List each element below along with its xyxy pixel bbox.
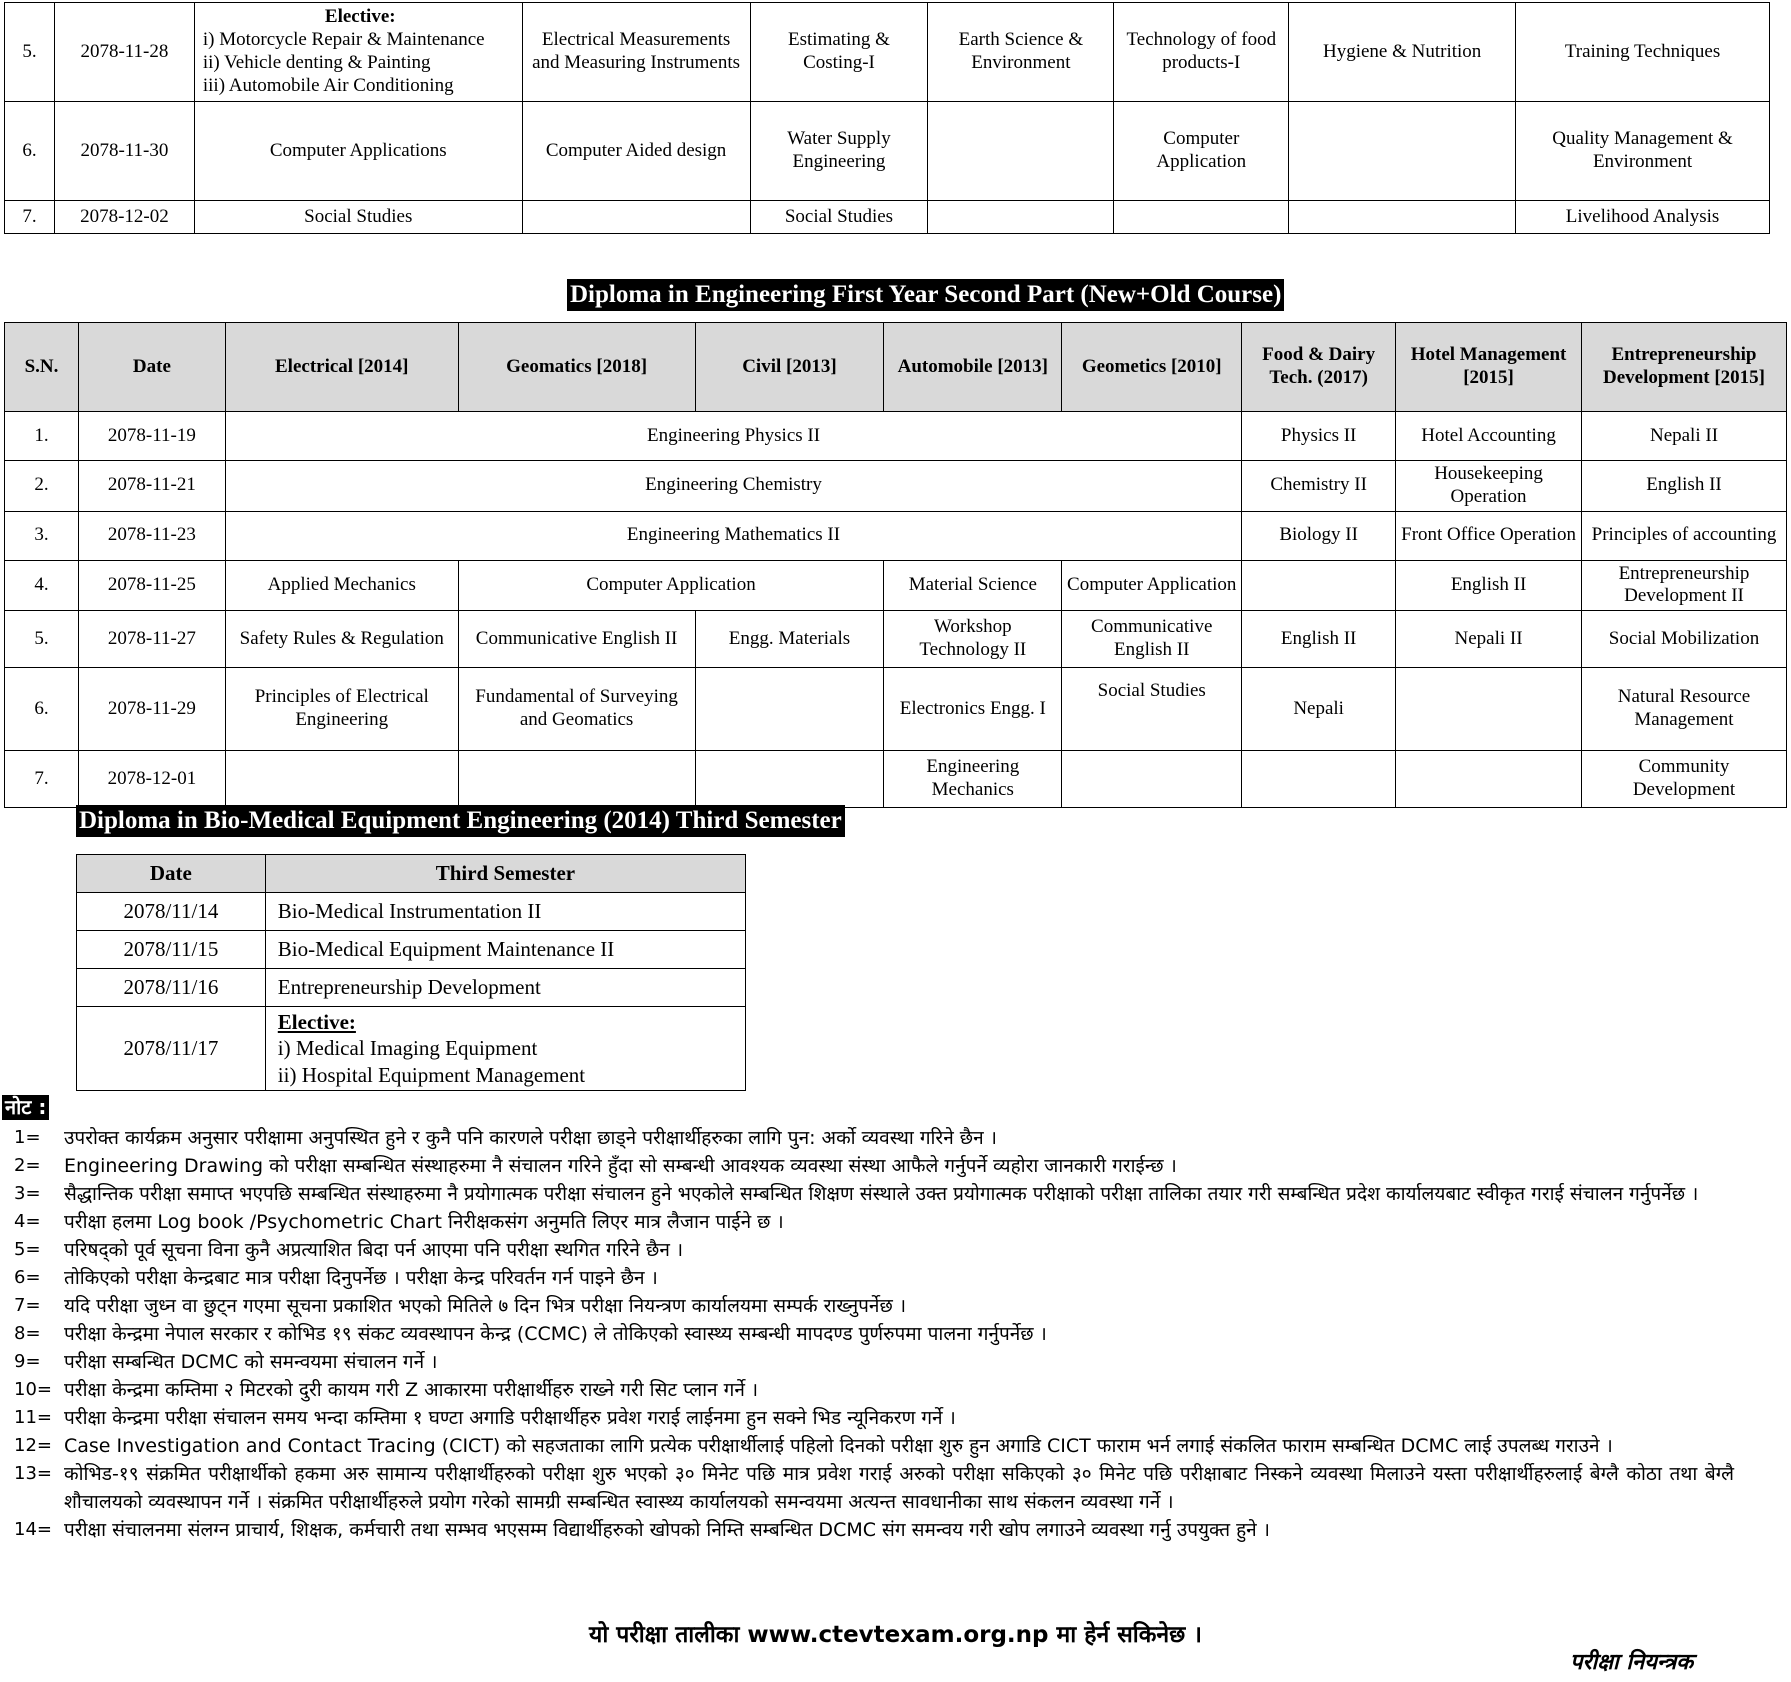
note-number: 7= <box>14 1295 41 1316</box>
note-item <box>0 1208 1760 1236</box>
subject-cell: Engg. Materials <box>695 611 884 668</box>
website-notice: यो परीक्षा तालीका www.ctevtexam.org.np मा हेर्न सकिनेछ । <box>589 1622 1202 1648</box>
note-number: 2= <box>14 1155 41 1176</box>
subject-cell: Biology II <box>1242 511 1396 560</box>
note-text: यदि परीक्षा जुध्न वा छुट्न गएमा सूचना प्रकाशित भएको मितिले ७ दिन भित्र परीक्षा नियन्त्रण कार्यालयमा सम्पर्क राख्नुपर्नेछ । <box>64 1295 907 1317</box>
column-header: S.N. <box>5 323 79 412</box>
elective-title: Elective: <box>324 6 396 28</box>
date-cell: 2078-11-29 <box>78 668 225 751</box>
sn-cell: 6. <box>5 102 55 201</box>
table-row <box>5 412 1787 461</box>
table-row <box>5 102 1770 201</box>
subject-cell: Safety Rules & Regulation <box>225 611 458 668</box>
column-header: Food & Dairy Tech. (2017) <box>1242 323 1396 412</box>
note-item <box>0 1180 1760 1208</box>
subject-cell: Physics II <box>1242 412 1396 461</box>
table-row <box>77 931 746 969</box>
date-cell: 2078/11/16 <box>77 969 266 1007</box>
note-number: 1= <box>14 1127 41 1148</box>
subject-cell: Earth Science & Environment <box>928 3 1114 102</box>
column-header: Geometics [2010] <box>1062 323 1242 412</box>
sn-cell: 4. <box>5 560 79 611</box>
note-item <box>0 1404 1760 1432</box>
note-text: परीक्षा हलमा Log book /Psychometric Chart निरीक्षकसंग अनुमति लिएर मात्र लैजान पाईने छ । <box>64 1211 784 1233</box>
subject-cell: Communicative English II <box>458 611 695 668</box>
table-row <box>5 511 1787 560</box>
subject-cell: Computer Application <box>458 560 884 611</box>
note-item <box>0 1516 1760 1544</box>
sn-cell: 2. <box>5 461 79 512</box>
notes-label: नोट : <box>2 1095 49 1120</box>
sn-cell: 6. <box>5 668 79 751</box>
note-number: 9= <box>14 1351 41 1372</box>
subject-cell: Social Studies <box>750 201 928 234</box>
subject-cell <box>1289 102 1516 201</box>
note-number: 11= <box>14 1407 52 1428</box>
subject-cell: Nepali II <box>1396 611 1582 668</box>
elective-item: i) Motorcycle Repair & Maintenance <box>202 29 485 51</box>
signature: परीक्षा नियन्त्रक <box>1570 1650 1694 1675</box>
table-row <box>5 201 1770 234</box>
subject-cell: Social Studies <box>1062 668 1242 751</box>
table-row <box>77 893 746 931</box>
sn-cell: 3. <box>5 511 79 560</box>
common-subject-cell: Engineering Chemistry <box>225 461 1241 512</box>
section-title-engineering: Diploma in Engineering First Year Second Part (New+Old Course) <box>567 279 1284 311</box>
subject-cell: Electrical Measurements and Measuring Instruments <box>522 3 750 102</box>
subject-cell <box>1242 751 1396 808</box>
subject-cell: English II <box>1396 560 1582 611</box>
table-row <box>77 969 746 1007</box>
sn-cell: 7. <box>5 751 79 808</box>
date-cell: 2078-11-21 <box>78 461 225 512</box>
date-cell: 2078-11-25 <box>78 560 225 611</box>
note-item <box>0 1376 1760 1404</box>
common-subject-cell: Engineering Physics II <box>225 412 1241 461</box>
note-item <box>0 1236 1760 1264</box>
elective-item: ii) Hospital Equipment Management <box>277 1062 586 1087</box>
subject-cell <box>1242 560 1396 611</box>
date-cell: 2078-12-01 <box>78 751 225 808</box>
note-item <box>0 1348 1760 1376</box>
subject-cell <box>928 201 1114 234</box>
subject-cell: Front Office Operation <box>1396 511 1582 560</box>
subject-cell: Housekeeping Operation <box>1396 461 1582 512</box>
subject-cell: Nepali <box>1242 668 1396 751</box>
subject-cell: Material Science <box>884 560 1062 611</box>
subject-cell: Social Mobilization <box>1582 611 1787 668</box>
note-number: 4= <box>14 1211 41 1232</box>
common-subject-cell: Engineering Mathematics II <box>225 511 1241 560</box>
elective-item: ii) Vehicle denting & Painting <box>202 52 431 73</box>
subject-cell: Workshop Technology II <box>884 611 1062 668</box>
column-header: Hotel Management [2015] <box>1396 323 1582 412</box>
subject-cell: English II <box>1582 461 1787 512</box>
date-cell: 2078/11/14 <box>77 893 266 931</box>
biomedical-schedule-table <box>76 854 746 1091</box>
subject-cell <box>458 751 695 808</box>
sn-cell: 5. <box>5 3 55 102</box>
subject-cell: Estimating & Costing-I <box>750 3 928 102</box>
subject-cell: Principles of accounting <box>1582 511 1787 560</box>
subject-cell: Principles of Electrical Engineering <box>225 668 458 751</box>
subject-cell: Engineering Mechanics <box>884 751 1062 808</box>
column-header: Automobile [2013] <box>884 323 1062 412</box>
subject-cell <box>1114 201 1289 234</box>
subject-cell: English II <box>1242 611 1396 668</box>
column-header: Electrical [2014] <box>225 323 458 412</box>
subject-cell: Hygiene & Nutrition <box>1289 3 1516 102</box>
subject-cell: Natural Resource Management <box>1582 668 1787 751</box>
subject-cell: Electronics Engg. I <box>884 668 1062 751</box>
subject-cell: Nepali II <box>1582 412 1787 461</box>
note-item <box>0 1264 1760 1292</box>
date-cell: 2078-11-27 <box>78 611 225 668</box>
engineering-schedule-table <box>4 322 1787 808</box>
date-cell: 2078/11/17 <box>77 1007 266 1091</box>
subject-cell: Computer Applications <box>194 102 522 201</box>
subject-cell: Technology of food products-I <box>1114 3 1289 102</box>
top-schedule-table <box>4 2 1770 234</box>
section-title-biomedical: Diploma in Bio-Medical Equipment Engineering (2014) Third Semester <box>76 805 845 837</box>
date-cell: 2078-11-23 <box>78 511 225 560</box>
subject-cell: Water Supply Engineering <box>750 102 928 201</box>
note-text: परीक्षा केन्द्रमा परीक्षा संचालन समय भन्दा कम्तिमा १ घण्टा अगाडि परीक्षार्थीहरु प्रवेश गराई लाईनमा हुन सक्ने भिड न्यूनिकरण गर्ने । <box>64 1407 956 1429</box>
note-text: कोभिड-१९ संक्रमित परीक्षार्थीको हकमा अरु सामान्य परीक्षार्थीहरुको परीक्षा शुरु भएको ३० मिनेट पछि मात्र प्रवेश गराई अरुको परीक्षा सकिएको ३० मिनेट पछि परीक्षाबाट निस्कने व्यवस्था मिलाउने यस्ता परीक्षार्थीहरुलाई बेग्लै कोठा तथा बेग्लै शौचालयको व्यवस्थापन गर्ने । संक्रमित परीक्षार्थीहरुले प्रयोग गरेको सामग्री सम्बन्धित स्वास्थ्य कार्यालयको समन्वयमा अत्यन्त सावधानीका साथ संकलन व्यवस्था गर्ने । <box>64 1463 1734 1513</box>
subject-cell <box>695 751 884 808</box>
header-row <box>5 323 1787 412</box>
note-text: तोकिएको परीक्षा केन्द्रबाट मात्र परीक्षा दिनुपर्नेछ । परीक्षा केन्द्र परिवर्तन गर्न पाइने छैन । <box>64 1267 658 1289</box>
subject-cell: Communicative English II <box>1062 611 1242 668</box>
notes-list <box>0 1124 1760 1544</box>
subject-cell <box>695 668 884 751</box>
column-header: Civil [2013] <box>695 323 884 412</box>
column-header: Date <box>77 855 266 893</box>
subject-cell: Livelihood Analysis <box>1516 201 1770 234</box>
note-text: उपरोक्त कार्यक्रम अनुसार परीक्षामा अनुपस्थित हुने र कुनै पनि कारणले परीक्षा छाड्ने परीक्षार्थीहरुका लागि पुन: अर्को व्यवस्था गरिने छैन । <box>64 1127 997 1149</box>
table-row <box>5 611 1787 668</box>
subject-cell: Chemistry II <box>1242 461 1396 512</box>
table-row <box>5 461 1787 512</box>
subject-cell <box>522 201 750 234</box>
note-item <box>0 1152 1760 1180</box>
note-text: परीक्षा सम्बन्धित DCMC को समन्वयमा संचालन गर्ने । <box>64 1351 438 1373</box>
note-item <box>0 1292 1760 1320</box>
column-header: Geomatics [2018] <box>458 323 695 412</box>
note-text: सैद्धान्तिक परीक्षा समाप्त भएपछि सम्बन्धित संस्थाहरुमा नै प्रयोगात्मक परीक्षा संचालन हुने भएकोले सम्बन्धित शिक्षण संस्थाले उक्त प्रयोगात्मक परीक्षाको परीक्षा तालिका तयार गरी सम्बन्धित प्रदेश कार्यालयबाट स्वीकृत गराई संचालन गर्नुपर्नेछ । <box>64 1183 1699 1205</box>
column-header: Date <box>78 323 225 412</box>
note-text: परीक्षा केन्द्रमा कम्तिमा २ मिटरको दुरी कायम गरी Z आकारमा परीक्षार्थीहरु राख्ने गरी सिट प्लान गर्ने । <box>64 1379 759 1401</box>
note-number: 3= <box>14 1183 41 1204</box>
subject-cell: Computer Application <box>1114 102 1289 201</box>
sn-cell: 5. <box>5 611 79 668</box>
subject-cell: Bio-Medical Equipment Maintenance II <box>265 931 745 969</box>
subject-cell <box>1289 201 1516 234</box>
subject-cell: Entrepreneurship Development <box>265 969 745 1007</box>
date-cell: 2078-11-19 <box>78 412 225 461</box>
subject-cell: Computer Application <box>1062 560 1242 611</box>
note-number: 13= <box>14 1463 52 1484</box>
elective-item: iii) Automobile Air Conditioning <box>202 74 454 96</box>
note-item <box>0 1460 1760 1516</box>
note-text: Case Investigation and Contact Tracing (CICT) को सहजताका लागि प्रत्येक परीक्षार्थीलाई पहिलो दिनको परीक्षा शुरु हुन अगाडि CICT फाराम भर्न लगाई संकलित फाराम सम्बन्धित DCMC लाई उपलब्ध गराउने । <box>64 1435 1613 1457</box>
subject-cell: Fundamental of Surveying and Geomatics <box>458 668 695 751</box>
subject-cell: Applied Mechanics <box>225 560 458 611</box>
table-row <box>5 751 1787 808</box>
note-item <box>0 1320 1760 1348</box>
note-item <box>0 1124 1760 1152</box>
elective-item: i) Medical Imaging Equipment <box>277 1036 538 1061</box>
note-number: 10= <box>14 1379 52 1400</box>
note-text: परीक्षा केन्द्रमा नेपाल सरकार र कोभिड १९ संकट व्यवस्थापन केन्द्र (CCMC) ले तोकिएको स्वास्थ्य सम्बन्धी मापदण्ड पुर्णरुपमा पालना गर्नुपर्नेछ । <box>64 1323 1047 1345</box>
subject-cell <box>928 102 1114 201</box>
table-row <box>5 668 1787 751</box>
note-text: परिषद्को पूर्व सूचना विना कुनै अप्रत्याशित बिदा पर्न आएमा पनि परीक्षा स्थगित गरिने छैन । <box>64 1239 684 1261</box>
elective-cell <box>265 1007 745 1091</box>
note-text: परीक्षा संचालनमा संलग्न प्राचार्य, शिक्षक, कर्मचारी तथा सम्भव भएसम्म विद्यार्थीहरुको खोपको निम्ति सम्बन्धित DCMC संग समन्वय गरी खोप लगाउने व्यवस्था गर्नु उपयुक्त हुने । <box>64 1519 1270 1541</box>
date-cell: 2078-11-28 <box>54 3 194 102</box>
subject-cell <box>1396 668 1582 751</box>
note-text: Engineering Drawing को परीक्षा सम्बन्धित संस्थाहरुमा नै संचालन गरिने हुँदा सो सम्बन्धी आवश्यक व्यवस्था संस्था आफैले गर्नुपर्ने व्यहोरा जानकारी गराईन्छ । <box>64 1155 1177 1177</box>
subject-cell: Computer Aided design <box>522 102 750 201</box>
column-header: Third Semester <box>265 855 745 893</box>
table-row <box>77 1007 746 1091</box>
subject-cell: Hotel Accounting <box>1396 412 1582 461</box>
subject-cell: Social Studies <box>194 201 522 234</box>
sn-cell: 7. <box>5 201 55 234</box>
elective-cell <box>194 3 522 102</box>
note-item <box>0 1432 1760 1460</box>
subject-cell <box>1062 751 1242 808</box>
note-number: 5= <box>14 1239 41 1260</box>
table-row <box>5 3 1770 102</box>
sn-cell: 1. <box>5 412 79 461</box>
subject-cell: Quality Management & Environment <box>1516 102 1770 201</box>
column-header: Entrepreneurship Development [2015] <box>1582 323 1787 412</box>
subject-cell: Community Development <box>1582 751 1787 808</box>
table-row <box>5 560 1787 611</box>
note-number: 6= <box>14 1267 41 1288</box>
date-cell: 2078/11/15 <box>77 931 266 969</box>
subject-cell: Training Techniques <box>1516 3 1770 102</box>
subject-cell <box>225 751 458 808</box>
subject-cell: Entrepreneurship Development II <box>1582 560 1787 611</box>
subject-cell <box>1396 751 1582 808</box>
note-number: 14= <box>14 1519 52 1540</box>
header-row <box>77 855 746 893</box>
subject-cell: Bio-Medical Instrumentation II <box>265 893 745 931</box>
elective-title: Elective: <box>277 1010 356 1034</box>
note-number: 12= <box>14 1435 52 1456</box>
note-number: 8= <box>14 1323 41 1344</box>
date-cell: 2078-12-02 <box>54 201 194 234</box>
date-cell: 2078-11-30 <box>54 102 194 201</box>
